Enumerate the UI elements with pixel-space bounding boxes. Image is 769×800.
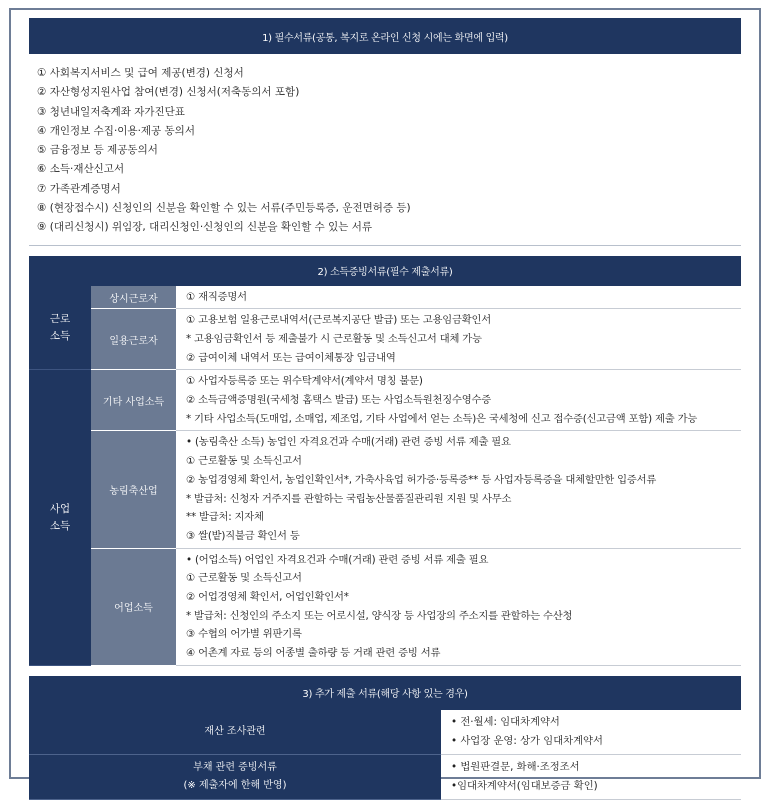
list-item: ② 자산형성지원사업 참여(변경) 신청서(저축동의서 포함) [37,86,300,99]
content-line: * 기타 사업소득(도매업, 소매업, 제조업, 기타 사업에서 얻는 소득)은 국세청에 신고 접수증(신고금액 포함) 제출 가능 [186,412,698,425]
table-row [29,309,741,370]
content-line: ① 재직증명서 [186,290,247,303]
content-cell [176,309,741,370]
document-frame [9,8,761,792]
content-line: ① 고용보험 일용근로내역서(근로복지공단 발급) 또는 고용임금확인서 [186,314,491,327]
content-cell [176,286,741,309]
content-line: ③ 수협의 어가별 위판기록 [186,628,302,641]
content-line: ① 사업자등록증 또는 위수탁계약서(계약서 명칭 불문) [186,375,423,388]
content-line: ③ 쌀(밭)직불금 확인서 등 [186,529,300,542]
subcategory-cell: 일용근로자 [91,309,176,370]
category-label: 근로 소득 [49,312,71,342]
list-item: ⑦ 가족관계증명서 [37,182,121,195]
content-line: • (농림축산 소득) 농업인 자격요건과 수매(거래) 관련 증빙 서류 제출 필요 [186,436,511,449]
subcategory-cell: 농림축산업 [91,431,176,548]
content-line: * 발급처: 신청자 거주지를 관할하는 국립농산물품질관리원 지원 및 사무소 [186,492,512,505]
table-row [29,548,741,665]
additional-documents-table [29,710,741,800]
content-line: ① 근로활동 및 소득신고서 [186,455,302,468]
content-line: ④ 어촌계 자료 등의 어종별 출하량 등 거래 관련 증빙 서류 [186,647,441,660]
content-line: ② 급여이체 내역서 또는 급여이체통장 입금내역 [186,351,396,364]
content-line: ② 소득금액증명원(국세청 홈택스 발급) 또는 사업소득원천징수영수증 [186,394,491,407]
content-line: ① 근로활동 및 소득신고서 [186,572,302,585]
list-item: ③ 청년내일저축계좌 자가진단표 [37,105,185,118]
document-body [29,18,741,800]
income-proof-table [29,286,741,666]
required-documents-list [29,54,741,244]
row-value-cell [441,710,741,755]
table-row [29,286,741,309]
content-line: • 전·월세: 임대차계약서 [451,715,560,728]
list-item: ⑥ 소득·재산신고서 [37,163,125,176]
content-line: •임대차계약서(임대보증금 확인) [451,779,598,792]
content-line: • (어업소득) 어업인 자격요건과 수매(거래) 관련 증빙 서류 제출 필요 [186,553,489,566]
list-item: ⑨ (대리신청시) 위임장, 대리신청인·신청인의 신분을 확인할 수 있는 서류 [37,221,372,234]
subcategory-cell: 상시근로자 [91,286,176,309]
table-row [29,370,741,431]
content-line: * 고용임금확인서 등 제출불가 시 근로활동 및 소득신고서 대체 가능 [186,333,482,346]
content-line: • 법원판결문, 화해·조정조서 [451,760,580,773]
content-cell [176,548,741,665]
row-label-cell: 부채 관련 증빙서류 (※ 제출자에 한해 반영) [29,754,441,799]
list-item: ⑧ (현장접수시) 신청인의 신분을 확인할 수 있는 서류(주민등록증, 운전면허증 등) [37,202,411,215]
content-line: ② 농업경영체 확인서, 농업인확인서*, 가축사육업 허가증·등록증** 등 사업자등록증을 대체할만한 입증서류 [186,473,657,486]
section3-header: 3) 추가 제출 서류(해당 사항 있는 경우) [29,676,741,710]
list-item: ① 사회복지서비스 및 급여 제공(변경) 신청서 [37,67,244,79]
subcategory-cell: 어업소득 [91,548,176,665]
content-line: * 발급처: 신청인의 주소지 또는 어로시설, 양식장 등 사업장의 주소지를 관할하는 수산청 [186,609,573,622]
category-cell-business [29,370,91,665]
row-value-cell [441,754,741,799]
row-label-cell: 재산 조사관련 [29,710,441,755]
content-line: ** 발급처: 지자체 [186,511,264,524]
section-divider [29,245,741,246]
content-cell [176,431,741,548]
category-label: 사업 소득 [49,502,71,532]
content-cell [176,370,741,431]
category-cell-labor [29,286,91,370]
table-row [29,710,741,755]
list-item: ④ 개인정보 수집·이용·제공 동의서 [37,124,195,137]
section2-header: 2) 소득증빙서류(필수 제출서류) [29,256,741,286]
content-line: ② 어업경영체 확인서, 어업인확인서* [186,590,349,603]
content-line: • 사업장 운영: 상가 임대차계약서 [451,734,603,747]
section1-header: 1) 필수서류(공통, 복지로 온라인 신청 시에는 화면에 입력) [29,18,741,54]
table-row [29,431,741,548]
subcategory-cell: 기타 사업소득 [91,370,176,431]
list-item: ⑤ 금융정보 등 제공동의서 [37,144,158,157]
table-row [29,754,741,799]
